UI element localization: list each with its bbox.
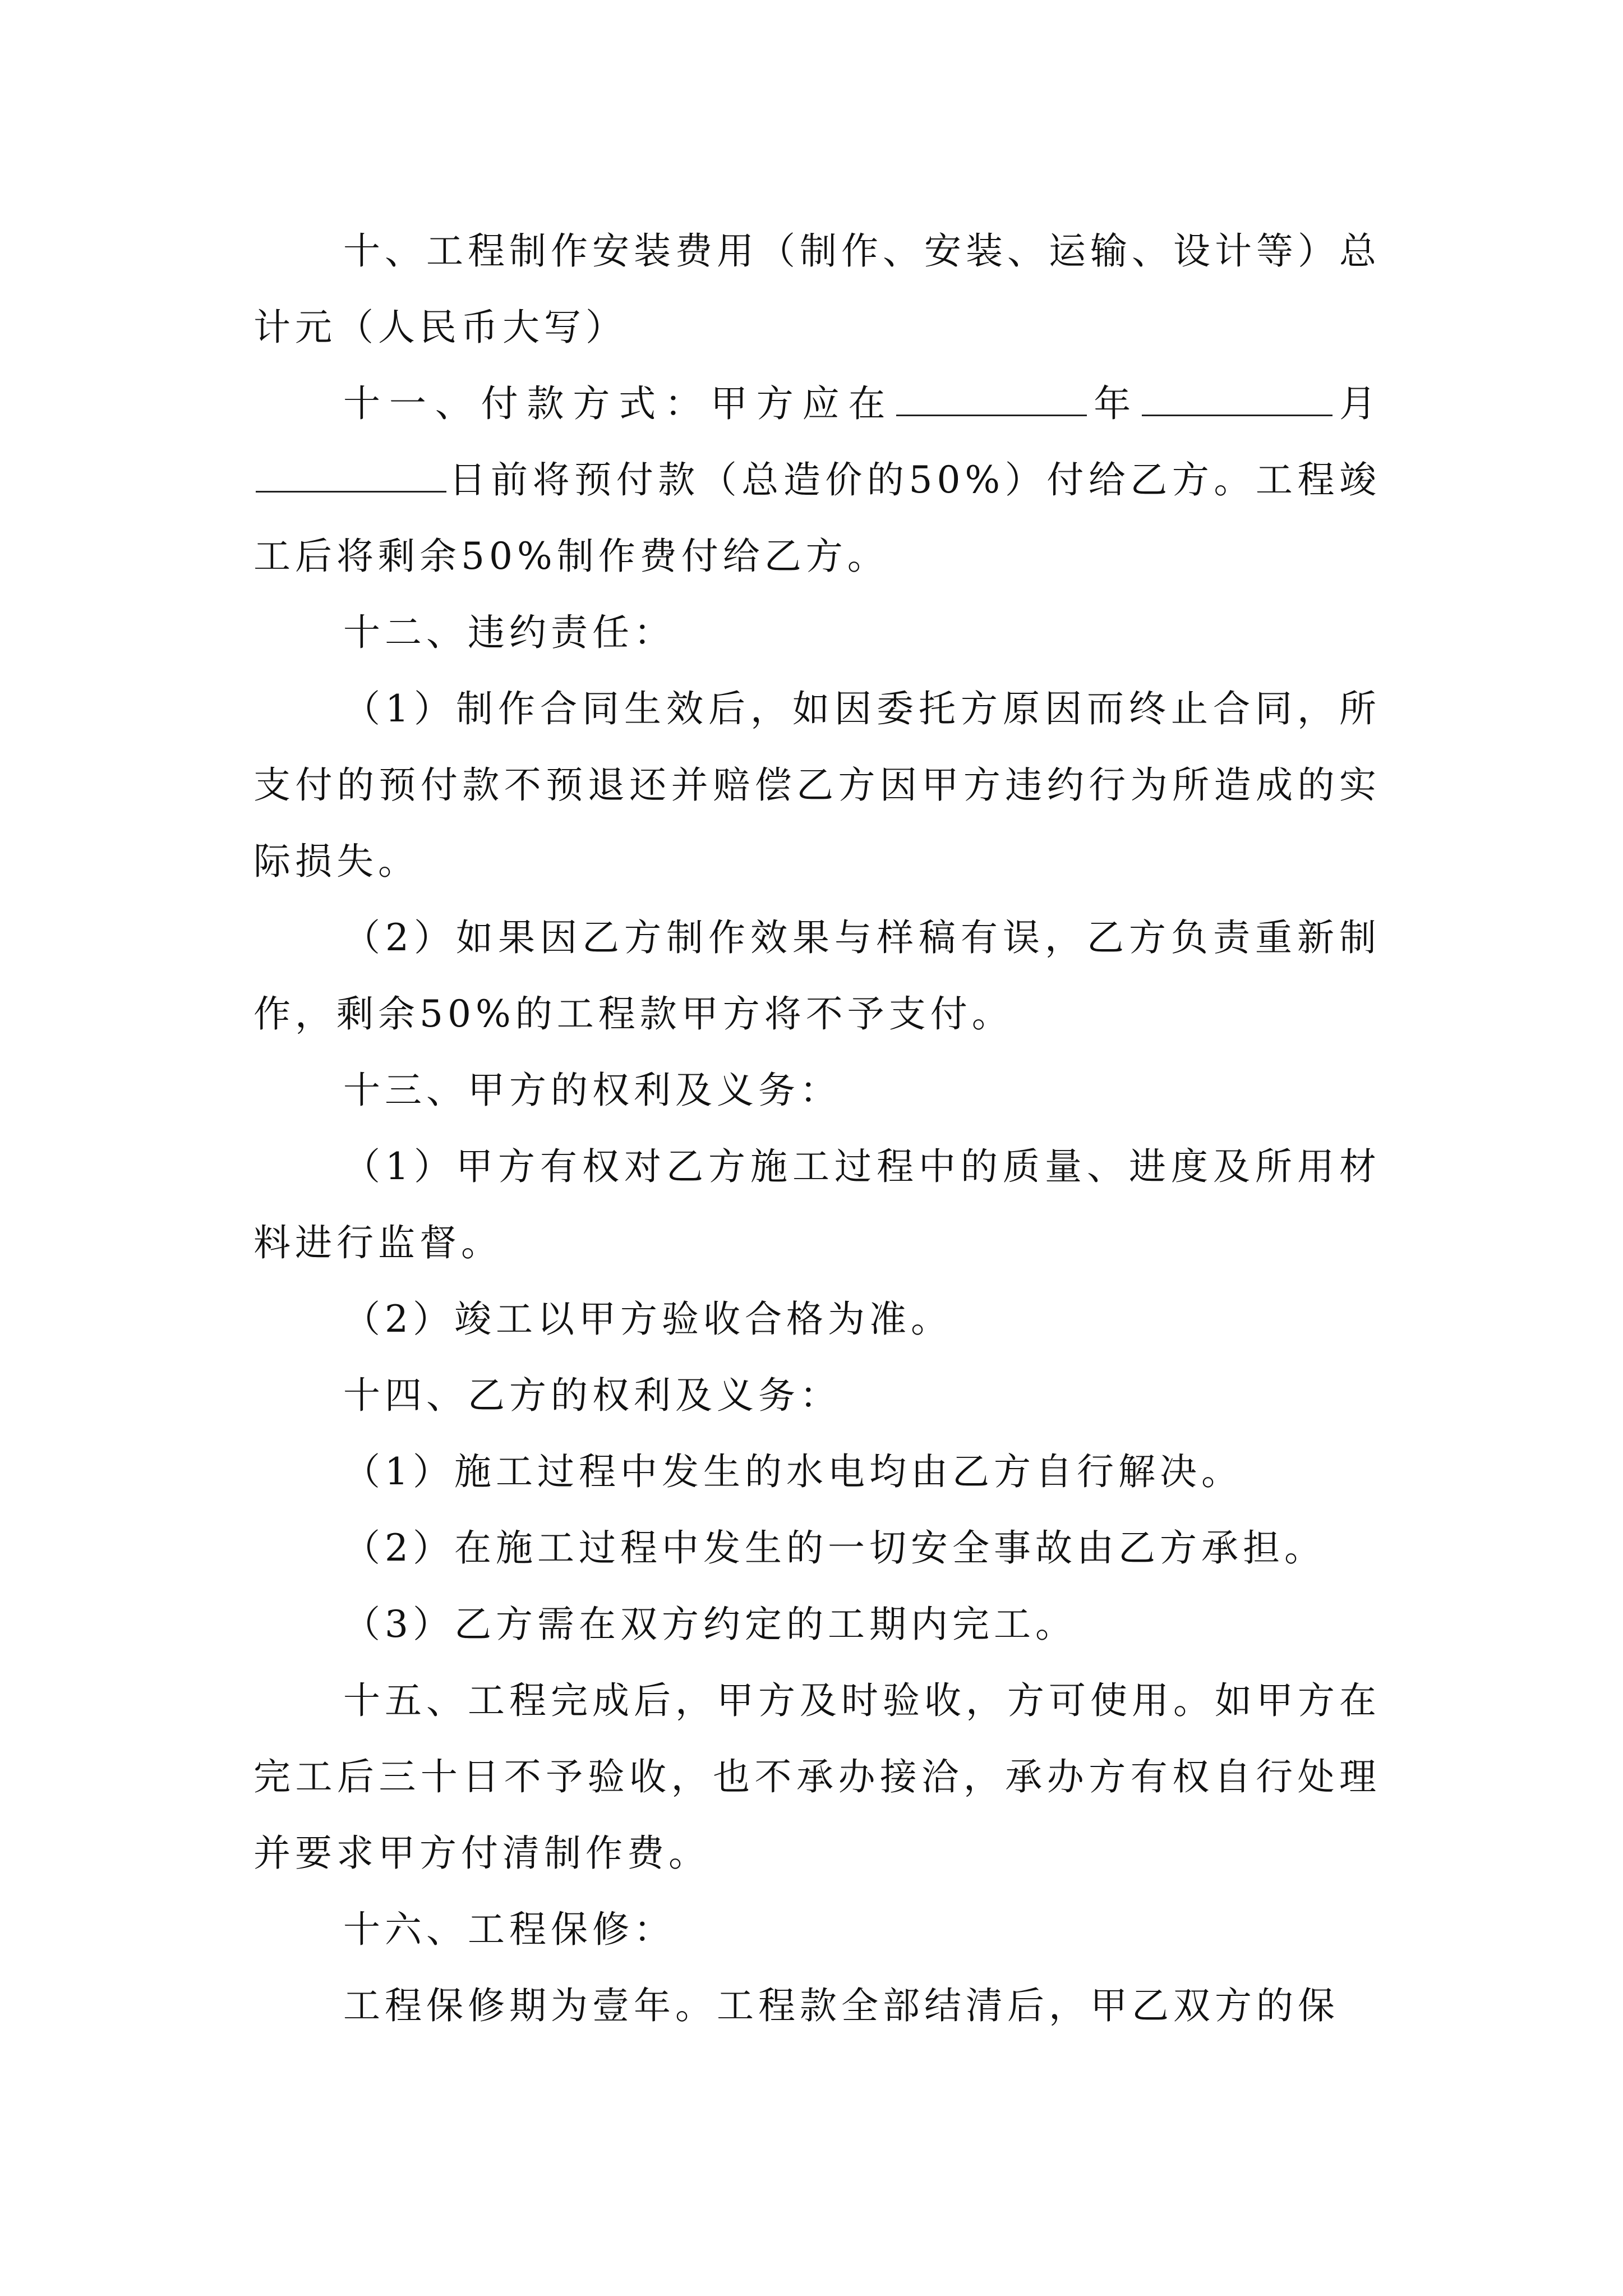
blank-day [256, 454, 446, 493]
paragraph-warranty: 工程保修期为壹年。工程款全部结清后，甲乙双方的保 [343, 1984, 1339, 2027]
breach-item-1: （1）制作合同生效后，如因委托方原因而终止合同，所支付的预付款不预退还并赔偿乙方因甲方违约行为所造成的实际损失。 [253, 687, 1381, 883]
party-a-item-2: （2）竣工以甲方验收合格为准。 [343, 1297, 952, 1341]
breach-item-2: （2）如果因乙方制作效果与样稿有误，乙方负责重新制作，剩余50%的工程款甲方将不予支付。 [253, 916, 1381, 1036]
payment-year-label: 年 [1089, 382, 1140, 425]
paragraph-acceptance: 十五、工程完成后，甲方及时验收，方可使用。如甲方在完工后三十日不予验收，也不承办接洽，承办方有权自行处理并要求甲方付清制作费。 [253, 1679, 1381, 1875]
party-b-item-1: （1）施工过程中发生的水电均由乙方自行解决。 [343, 1450, 1243, 1493]
blank-month [1142, 378, 1332, 416]
blank-year [896, 378, 1087, 416]
paragraph-payment [253, 366, 1381, 595]
heading-party-b: 十四、乙方的权利及义务： [343, 1374, 841, 1417]
heading-warranty: 十六、工程保修： [343, 1908, 675, 1951]
heading-party-a: 十三、甲方的权利及义务： [343, 1069, 841, 1112]
payment-text-end: 日前将预付款（总造价的50%）付给乙方。工程竣工后将剩余50%制作费付给乙方。 [253, 458, 1381, 578]
heading-breach: 十二、违约责任： [343, 611, 675, 654]
party-b-item-3: （3）乙方需在双方约定的工期内完工。 [343, 1603, 1077, 1646]
party-b-item-2: （2）在施工过程中发生的一切安全事故由乙方承担。 [343, 1526, 1326, 1570]
payment-text-start: 十一、付款方式：甲方应在 [343, 382, 895, 425]
document-body [253, 213, 1381, 2044]
paragraph-fee: 十、工程制作安装费用（制作、安装、运输、设计等）总计元（人民币大写） [253, 229, 1381, 349]
payment-month-label: 月 [1335, 382, 1381, 425]
party-a-item-1: （1）甲方有权对乙方施工过程中的质量、进度及所用材料进行监督。 [253, 1145, 1381, 1264]
